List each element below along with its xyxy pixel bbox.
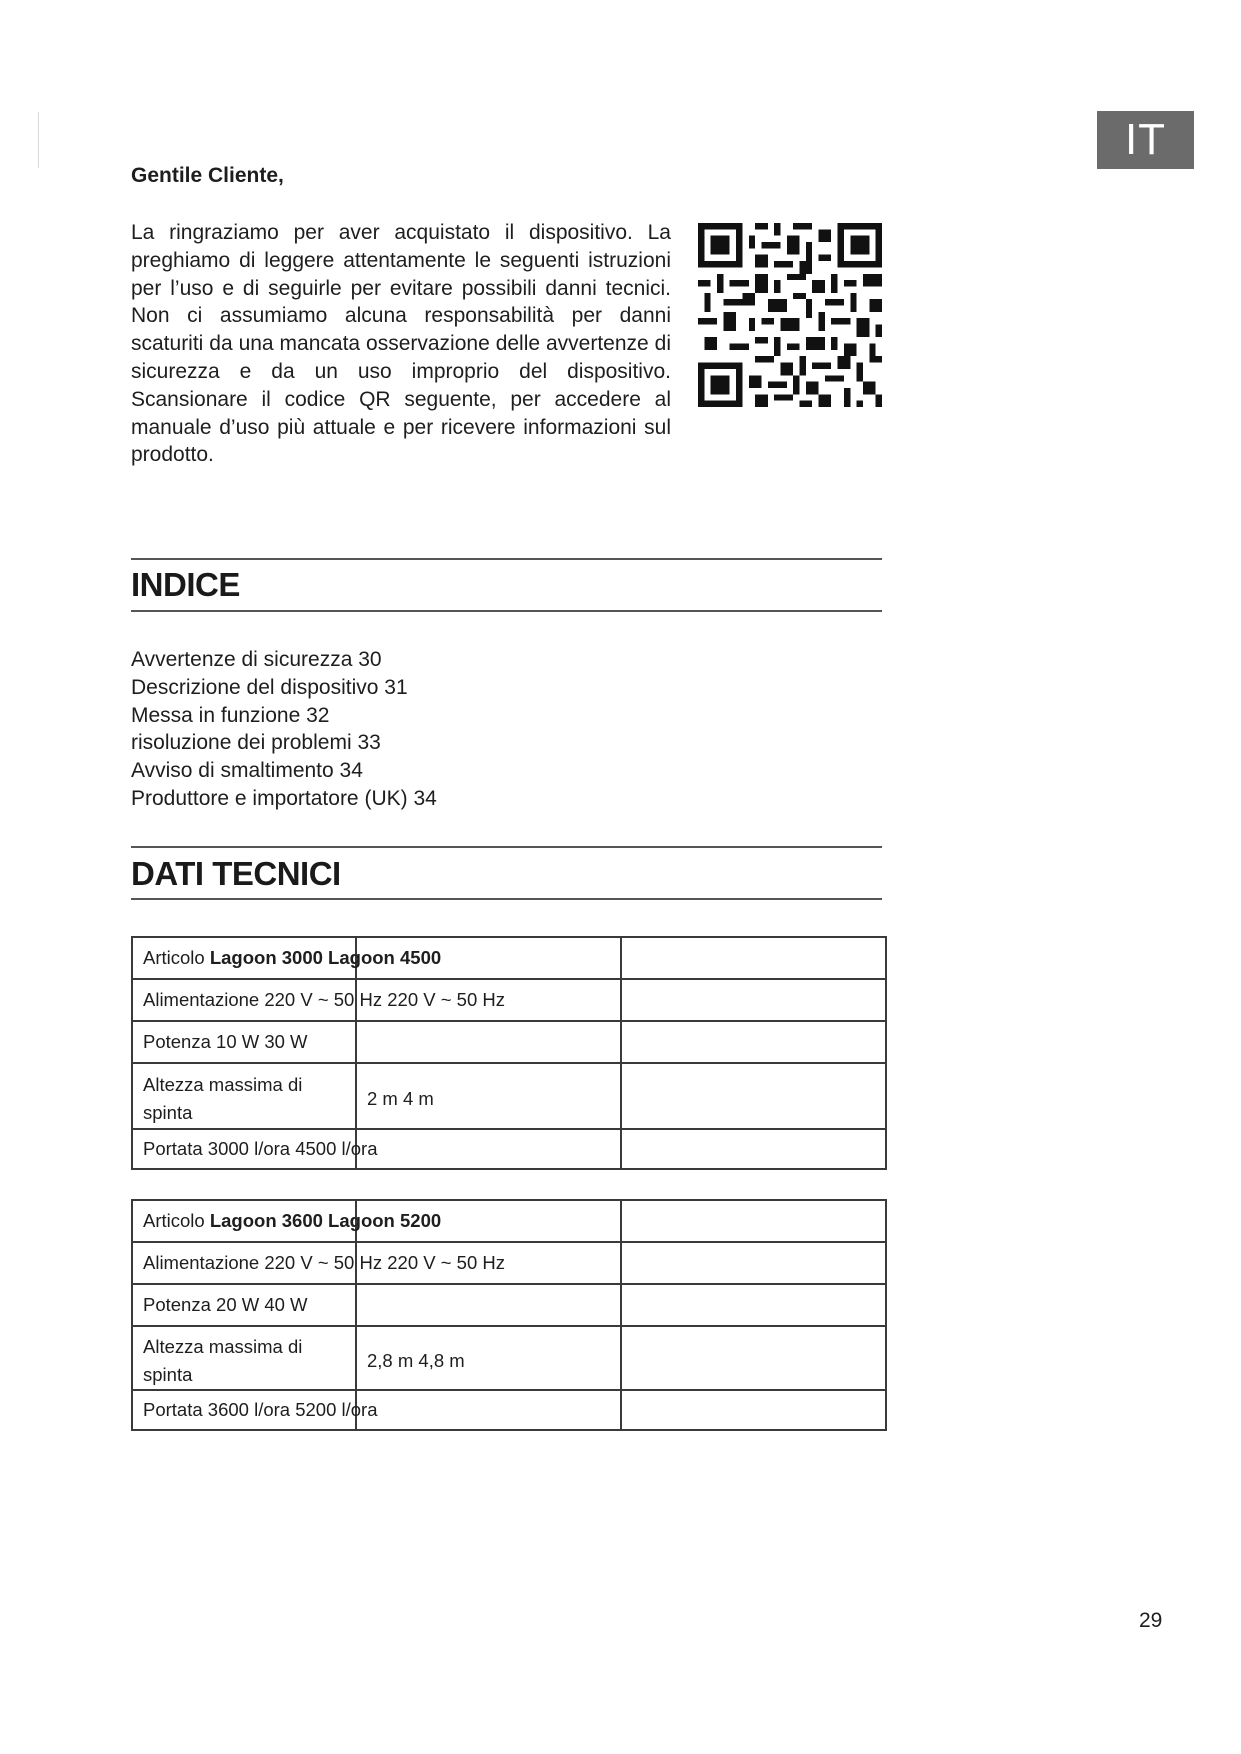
table-cell — [621, 1063, 886, 1129]
tech-data-heading: DATI TECNICI — [131, 855, 341, 892]
table-cell: 2,8 m 4,8 m — [356, 1326, 621, 1390]
table-row — [132, 937, 886, 979]
toc-item: Descrizione del dispositivo 31 — [131, 675, 408, 699]
divider — [131, 558, 882, 560]
table-cell — [621, 1200, 886, 1242]
table-cell: Alimentazione 220 V ~ 50 Hz 220 V ~ 50 Hz — [132, 1242, 356, 1284]
table-row — [132, 1063, 886, 1129]
cell-label: Articolo — [143, 947, 210, 968]
table-cell: Portata 3000 l/ora 4500 l/ora — [132, 1129, 356, 1169]
table-row — [132, 1390, 886, 1430]
model-names: Lagoon 3000 Lagoon 4500 — [209, 947, 442, 968]
table-row — [132, 1326, 886, 1390]
table-cell: Potenza 20 W 40 W — [132, 1284, 356, 1326]
spec-table-2 — [131, 1199, 887, 1431]
table-cell — [132, 1200, 442, 1242]
table-cell — [621, 1129, 886, 1169]
table-cell: Portata 3600 l/ora 5200 l/ora — [132, 1390, 356, 1430]
table-cell — [621, 1284, 886, 1326]
toc-item: Produttore e importatore (UK) 34 — [131, 786, 437, 810]
table-cell — [356, 1129, 621, 1169]
table-cell — [621, 1242, 886, 1284]
table-cell: Altezza massima di spinta — [132, 1326, 356, 1390]
toc-item: Avviso di smaltimento 34 — [131, 759, 363, 783]
model-names: Lagoon 3600 Lagoon 5200 — [209, 1210, 442, 1231]
toc-item: Messa in funzione 32 — [131, 703, 330, 727]
language-tab: IT — [1097, 111, 1194, 169]
toc-item: Avvertenze di sicurezza 30 — [131, 648, 382, 671]
greeting: Gentile Cliente, — [131, 164, 284, 187]
table-cell — [621, 1326, 886, 1390]
table-cell: Alimentazione 220 V ~ 50 Hz 220 V ~ 50 Hz — [132, 979, 356, 1021]
table-row — [132, 1129, 886, 1169]
table-cell — [356, 1021, 621, 1063]
spec-table-1 — [131, 936, 887, 1170]
margin-mark — [38, 112, 39, 168]
table-cell — [356, 1284, 621, 1326]
table-of-contents — [131, 646, 437, 813]
intro-paragraph: La ringraziamo per aver acquistato il dispositivo. La preghiamo di leggere attentamente le seguenti istruzioni per l’uso e di seguirle per evitare possibili danni tecnici. Non ci assumiamo alcuna responsabilità per danni scaturiti da una mancata osservazione delle avvertenze di sicurezza e da un uso improprio del dispositivo. Scansionare il codice QR seguente, per accedere al manuale d’uso più attuale e per ricevere informazioni sul prodotto. — [131, 221, 671, 467]
divider — [131, 610, 882, 612]
table-cell — [356, 1390, 621, 1430]
table-row — [132, 979, 886, 1021]
index-heading: INDICE — [131, 566, 240, 603]
divider — [131, 898, 882, 900]
table-cell — [621, 979, 886, 1021]
cell-label: Articolo — [143, 1210, 210, 1231]
toc-item: risoluzione dei problemi 33 — [131, 731, 381, 755]
table-cell: Altezza massima di spinta — [132, 1063, 356, 1129]
divider — [131, 846, 882, 848]
table-cell: 2 m 4 m — [356, 1063, 621, 1129]
table-cell: Potenza 10 W 30 W — [132, 1021, 356, 1063]
table-row — [132, 1242, 886, 1284]
page-number: 29 — [1139, 1609, 1163, 1632]
table-cell — [621, 1390, 886, 1430]
table-cell — [132, 937, 442, 979]
qr-code-icon — [698, 222, 882, 408]
table-row — [132, 1200, 886, 1242]
table-cell — [621, 1021, 886, 1063]
table-row — [132, 1284, 886, 1326]
table-row — [132, 1021, 886, 1063]
table-cell — [621, 937, 886, 979]
